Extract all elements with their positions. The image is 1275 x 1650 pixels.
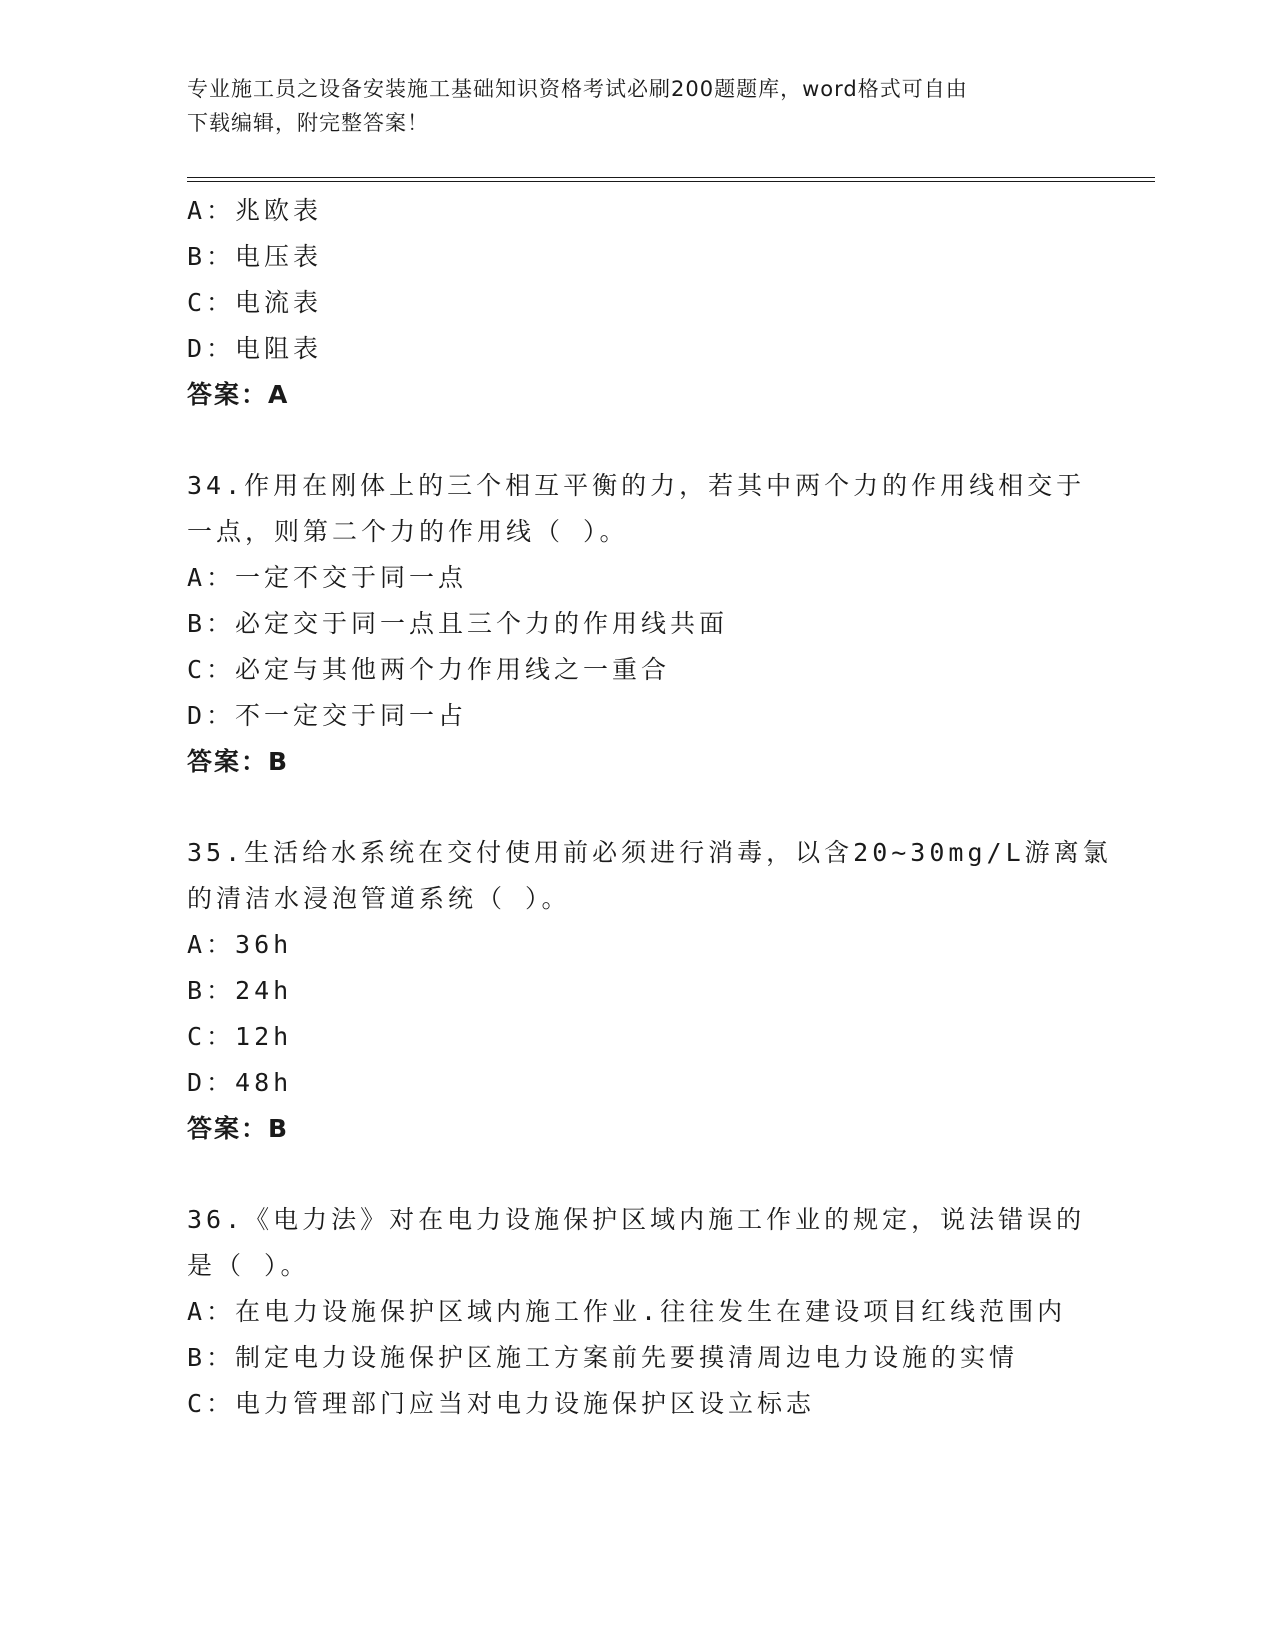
option-b: B：必定交于同一点且三个力的作用线共面 <box>187 609 729 638</box>
answer-line: 答案：B <box>187 1114 290 1143</box>
option-a: A：兆欧表 <box>187 196 323 225</box>
option-d: D：48h <box>187 1068 293 1097</box>
question-stem-line-2: 是（ ）。 <box>187 1251 310 1280</box>
header-line-2: 下载编辑，附完整答案！ <box>187 111 429 135</box>
document-header <box>187 72 1087 140</box>
option-b: B：电压表 <box>187 242 323 271</box>
option-c: C：电力管理部门应当对电力设施保护区设立标志 <box>187 1389 816 1418</box>
option-c: C：12h <box>187 1022 293 1051</box>
spacer <box>187 785 1155 830</box>
header-divider <box>187 177 1155 182</box>
question-stem-line-1: 35.生活给水系统在交付使用前必须进行消毒，以含20~30mg/L游离氯 <box>187 838 1112 867</box>
question-stem-line-1: 34.作用在刚体上的三个相互平衡的力，若其中两个力的作用线相交于 <box>187 471 1086 500</box>
question-stem-line-2: 的清洁水浸泡管道系统（ ）。 <box>187 884 571 913</box>
answer-line: 答案：A <box>187 380 290 409</box>
question-36 <box>187 1197 1155 1427</box>
question-35 <box>187 830 1155 1152</box>
option-a: A：在电力设施保护区域内施工作业.往往发生在建设项目红线范围内 <box>187 1297 1067 1326</box>
option-d: D：不一定交于同一占 <box>187 701 468 730</box>
option-c: C：电流表 <box>187 288 323 317</box>
option-c: C：必定与其他两个力作用线之一重合 <box>187 655 671 684</box>
option-a: A：一定不交于同一点 <box>187 563 468 592</box>
question-content <box>187 188 1155 1427</box>
question-stem-line-2: 一点，则第二个力的作用线（ ）。 <box>187 517 629 546</box>
prev-question-block <box>187 188 1155 418</box>
answer-line: 答案：B <box>187 747 290 776</box>
header-line-1: 专业施工员之设备安装施工基础知识资格考试必刷200题题库，word格式可自由 <box>187 77 968 101</box>
question-stem-line-1: 36.《电力法》对在电力设施保护区域内施工作业的规定，说法错误的 <box>187 1205 1086 1234</box>
option-b: B：24h <box>187 976 293 1005</box>
question-34 <box>187 463 1155 785</box>
option-b: B：制定电力设施保护区施工方案前先要摸清周边电力设施的实情 <box>187 1343 1019 1372</box>
option-d: D：电阻表 <box>187 334 323 363</box>
spacer <box>187 418 1155 463</box>
spacer <box>187 1152 1155 1197</box>
option-a: A：36h <box>187 930 293 959</box>
